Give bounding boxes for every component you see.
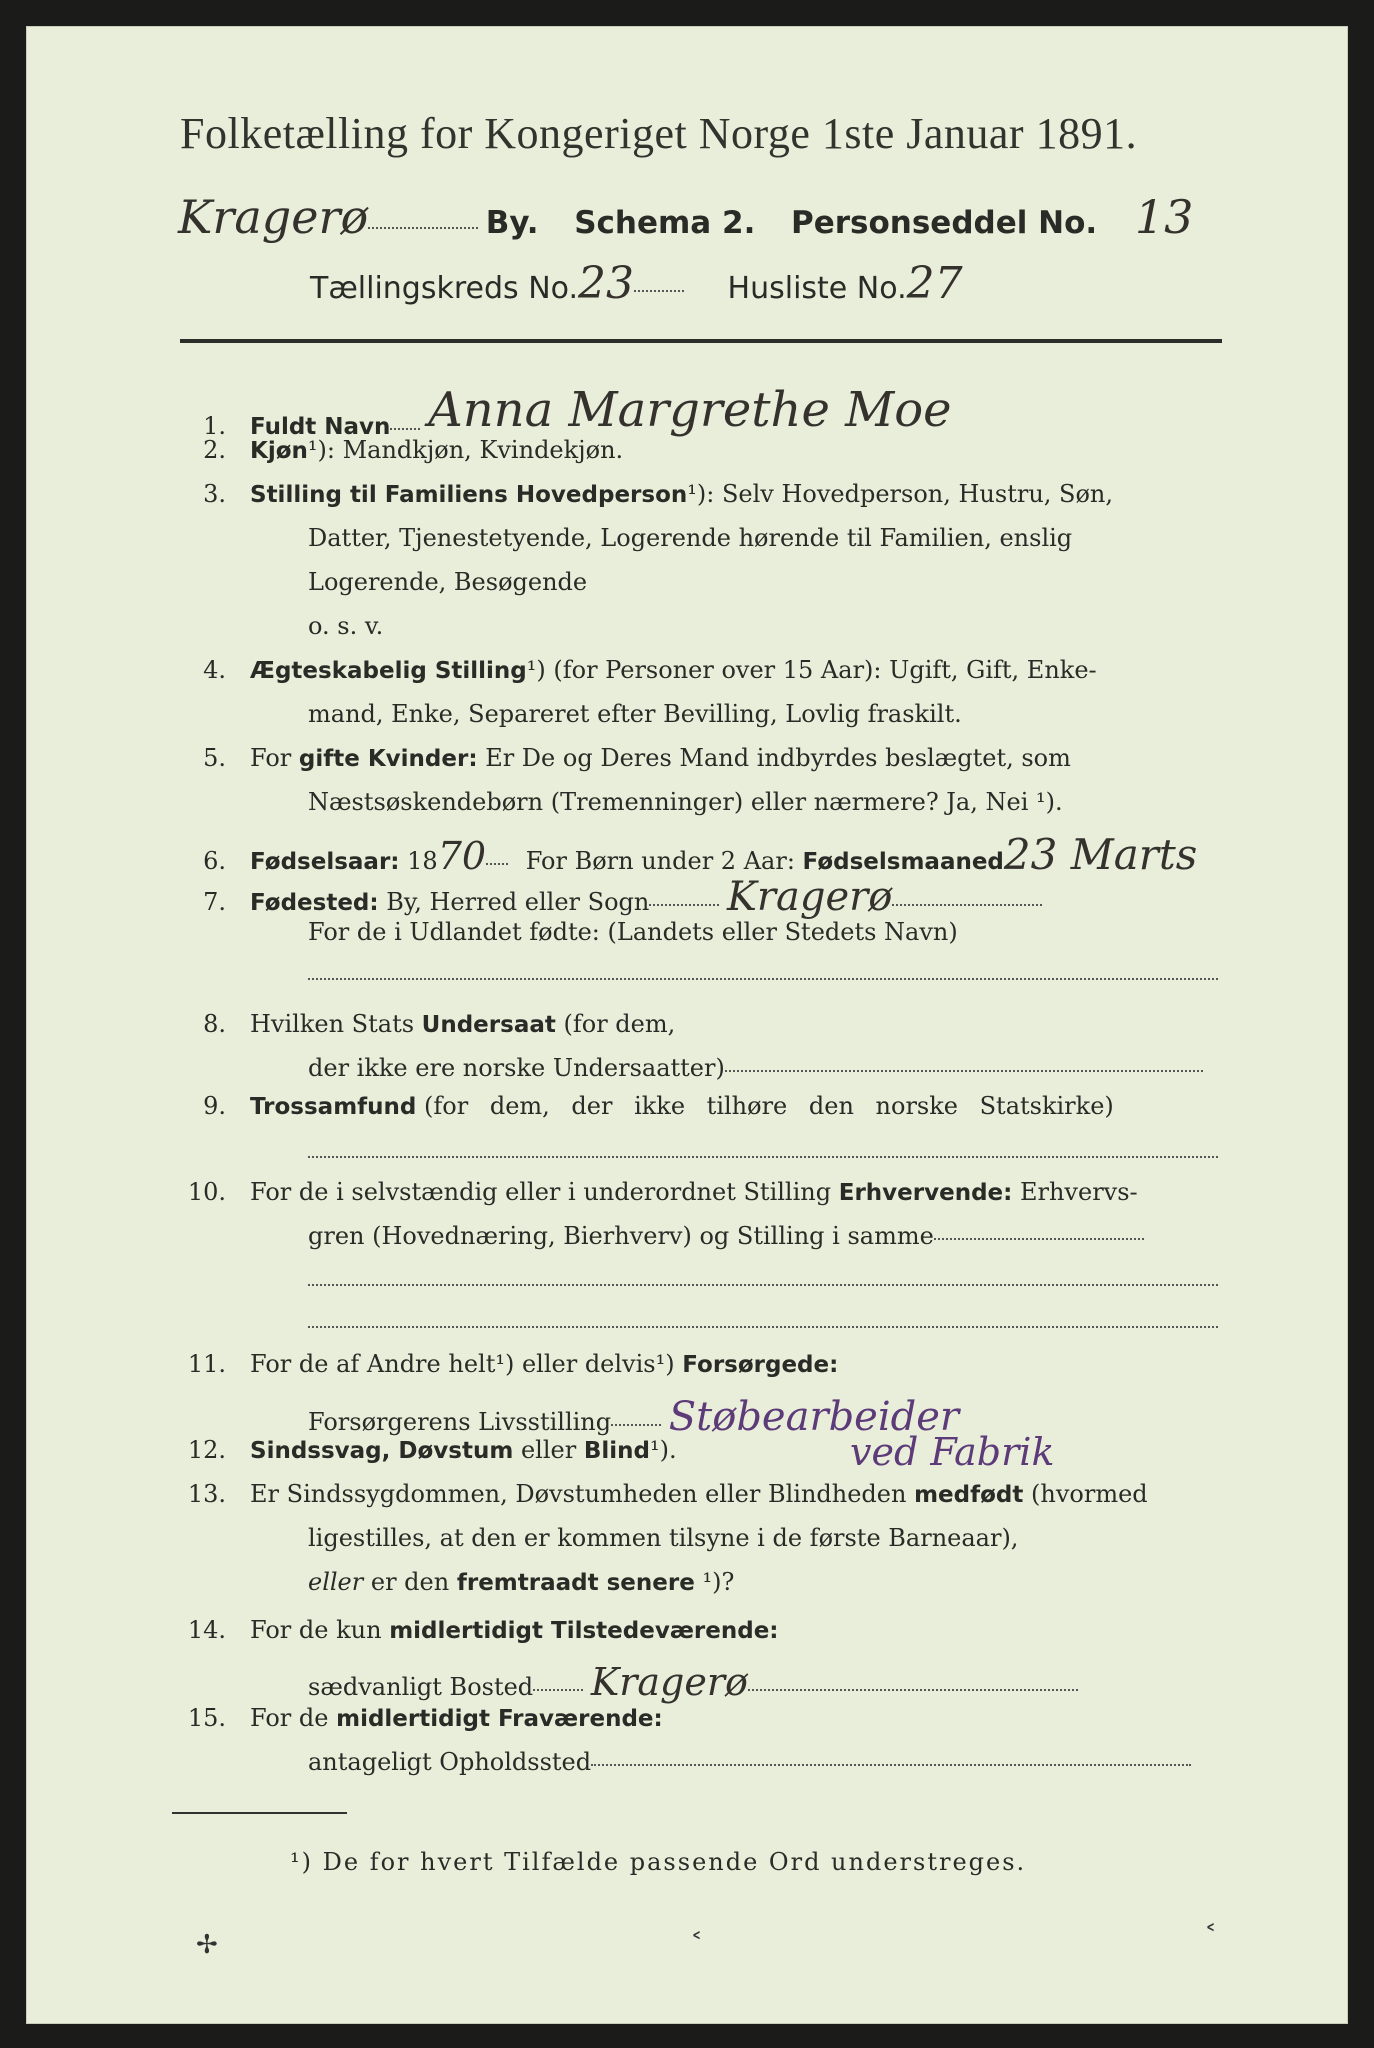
field-number: 6. <box>203 847 226 875</box>
kreds-row <box>310 258 963 309</box>
field-text: sædvanligt Bosted <box>308 1673 534 1701</box>
dots <box>934 1236 1144 1240</box>
field-number: 2. <box>203 436 226 464</box>
dots <box>533 1687 583 1691</box>
field-15-line-2 <box>308 1748 1191 1776</box>
field-label: medfødt <box>914 1482 1024 1508</box>
field-8 <box>170 1010 675 1038</box>
field-label: midlertidigt Tilstedeværende: <box>389 1618 779 1644</box>
field-text: Erhvervs- <box>1019 1178 1138 1206</box>
dots <box>649 902 719 906</box>
field-text: For Børn under 2 Aar: <box>525 847 795 875</box>
field-label: Fuldt Navn <box>250 414 391 440</box>
field-7-line-3 <box>308 962 1218 990</box>
place-handwritten: Kragerø <box>178 190 369 244</box>
field-4 <box>170 656 1097 684</box>
dots <box>308 1154 1218 1158</box>
usual-residence-value: Kragerø <box>590 1660 748 1704</box>
field-text: gren (Hovednæring, Bierhverv) og Stilling i samme <box>308 1222 934 1250</box>
dots <box>748 1687 1078 1691</box>
field-number: 13. <box>187 1480 226 1508</box>
field-text: Er De og Deres Mand indbyrdes beslægtet, som <box>485 744 1071 772</box>
field-label: Forsørgede: <box>682 1352 839 1378</box>
dots <box>611 1422 661 1426</box>
field-number: 5. <box>203 744 226 772</box>
field-13-line-3 <box>308 1568 734 1596</box>
personseddel-no: 13 <box>1134 190 1194 244</box>
field-label: Undersaat <box>421 1012 556 1038</box>
field-text: Hvilken Stats <box>250 1010 415 1038</box>
kreds-no: 23 <box>578 258 634 309</box>
field-text: ¹): Selv Hovedperson, Hustru, Søn, <box>687 480 1114 508</box>
provider-occupation-value: Støbearbeider <box>668 1394 960 1440</box>
field-9 <box>170 1092 1114 1120</box>
field-10-line-4 <box>308 1310 1218 1338</box>
field-3 <box>170 480 1113 508</box>
field-5-line-2: Næstsøskendebørn (Tremenninger) eller nærmere? Ja, Nei ¹). <box>308 788 1063 816</box>
field-10-line-2 <box>308 1222 1144 1250</box>
field-text: ¹). <box>649 1436 677 1464</box>
field-6 <box>170 830 1197 879</box>
form-title: Folketælling for Kongeriget Norge 1ste Januar 1891. <box>180 109 1138 158</box>
field-label: Fødselsmaaned <box>802 849 1004 875</box>
dots <box>486 861 508 865</box>
field-3-line-4: o. s. v. <box>308 612 384 640</box>
field-number: 3. <box>203 480 226 508</box>
field-15 <box>170 1704 663 1732</box>
dots <box>892 902 1042 906</box>
field-5 <box>170 744 1071 772</box>
field-label: Trossamfund <box>250 1094 417 1120</box>
field-text: ¹)? <box>702 1568 735 1596</box>
field-label: Sindssvag, Døvstum <box>250 1438 514 1464</box>
field-number: 1. <box>203 412 226 440</box>
field-label: Fødested: <box>250 890 379 916</box>
field-label: Ægteskabelig Stilling <box>250 658 527 684</box>
field-label: midlertidigt Fraværende: <box>336 1706 663 1732</box>
field-3-line-3: Logerende, Besøgende <box>308 568 588 596</box>
birth-year-value: 70 <box>437 834 487 878</box>
field-number: 11. <box>187 1350 226 1378</box>
field-text: (for dem, <box>563 1010 676 1038</box>
field-7-line-2: For de i Udlandet fødte: (Landets eller Stedets Navn) <box>308 918 958 946</box>
corner-mark-icon: ˂ <box>690 1930 703 1960</box>
field-text: antageligt Opholdssted <box>308 1748 592 1776</box>
field-10-line-3 <box>308 1268 1218 1296</box>
field-text: For de af Andre helt¹) eller delvis¹) <box>250 1350 675 1378</box>
header-rule <box>180 339 1222 343</box>
dots <box>308 1282 1218 1286</box>
field-label: fremtraadt senere <box>456 1570 695 1596</box>
field-text: (hvormed <box>1031 1480 1148 1508</box>
kreds-dots <box>634 288 684 292</box>
field-text: For de kun <box>250 1616 382 1644</box>
field-text: der ikke ere norske Undersaatter) <box>308 1054 725 1082</box>
field-12 <box>170 1436 677 1464</box>
dots <box>308 976 1218 980</box>
husliste-label: Husliste No. <box>727 271 907 306</box>
field-number: 9. <box>203 1092 226 1120</box>
dots <box>308 1324 1218 1328</box>
place-row <box>178 190 1193 244</box>
field-text: For de <box>250 1704 329 1732</box>
field-text: By, Herred eller Sogn <box>386 888 650 916</box>
field-7 <box>170 874 1042 920</box>
field-number: 7. <box>203 888 226 916</box>
field-14-line-2 <box>308 1660 1078 1704</box>
field-14 <box>170 1616 779 1644</box>
field-8-line-2 <box>308 1054 1203 1082</box>
field-text: ¹): Mandkjøn, Kvindekjøn. <box>307 436 624 464</box>
field-number: 14. <box>187 1616 226 1644</box>
field-text: er den <box>370 1568 450 1596</box>
field-text: Er Sindssygdommen, Døvstumheden eller Blindheden <box>250 1480 907 1508</box>
field-10 <box>170 1178 1138 1206</box>
field-label: Blind <box>583 1438 650 1464</box>
dots <box>591 1762 1191 1766</box>
field-9-line-2 <box>308 1140 1218 1168</box>
husliste-no: 27 <box>906 258 963 309</box>
birthplace-value: Kragerø <box>726 874 893 920</box>
field-text: (for dem, der ikke tilhøre den norske Statskirke) <box>424 1092 1114 1120</box>
field-13-line-2: ligestilles, at den er kommen tilsyne i de første Barneaar), <box>308 1524 1019 1552</box>
field-label: gifte Kvinder: <box>298 746 478 772</box>
field-text: eller <box>520 1436 577 1464</box>
field-number: 12. <box>187 1436 226 1464</box>
field-text: For <box>250 744 292 772</box>
field-number: 10. <box>187 1178 226 1206</box>
field-label: Stilling til Familiens Hovedperson <box>250 482 688 508</box>
personseddel-label: Personseddel No. <box>791 205 1098 241</box>
field-2 <box>170 436 623 464</box>
by-label: By. <box>485 205 539 241</box>
corner-mark-icon: ✢ <box>196 1930 218 1960</box>
corner-mark-icon: ˂ <box>1204 1922 1217 1952</box>
field-13 <box>170 1480 1148 1508</box>
field-4-line-2: mand, Enke, Separeret efter Bevilling, Lovlig fraskilt. <box>308 700 962 728</box>
schema-label: Schema 2. <box>574 205 756 241</box>
year-prefix: 18 <box>407 847 438 875</box>
field-label: Fødselsaar: <box>250 849 400 875</box>
footnote: ¹) De for hvert Tilfælde passende Ord understreges. <box>290 1848 1027 1876</box>
field-label: Erhvervende: <box>838 1180 1013 1206</box>
field-number: 15. <box>187 1704 226 1732</box>
place-dots <box>368 225 478 229</box>
field-number: 4. <box>203 656 226 684</box>
footnote-rule <box>172 1812 347 1814</box>
dots <box>725 1068 1203 1072</box>
dots <box>390 426 420 430</box>
field-text: Forsørgerens Livsstilling <box>308 1408 612 1436</box>
field-11 <box>170 1350 838 1378</box>
kreds-label: Tællingskreds No. <box>310 271 578 306</box>
field-3-line-2: Datter, Tjenestetyende, Logerende hørende til Familien, enslig <box>308 524 1073 552</box>
field-text: For de i selvstændig eller i underordnet Stilling <box>250 1178 832 1206</box>
full-name-value: Anna Margrethe Moe <box>428 382 952 438</box>
field-text: eller <box>308 1568 364 1596</box>
provider-occupation-value-2: ved Fabrik <box>850 1430 1055 1474</box>
birth-month-value: 23 Marts <box>1003 830 1198 879</box>
field-label: Kjøn <box>250 438 308 464</box>
field-number: 8. <box>203 1010 226 1038</box>
field-text: ¹) (for Personer over 15 Aar): Ugift, Gift, Enke- <box>526 656 1097 684</box>
